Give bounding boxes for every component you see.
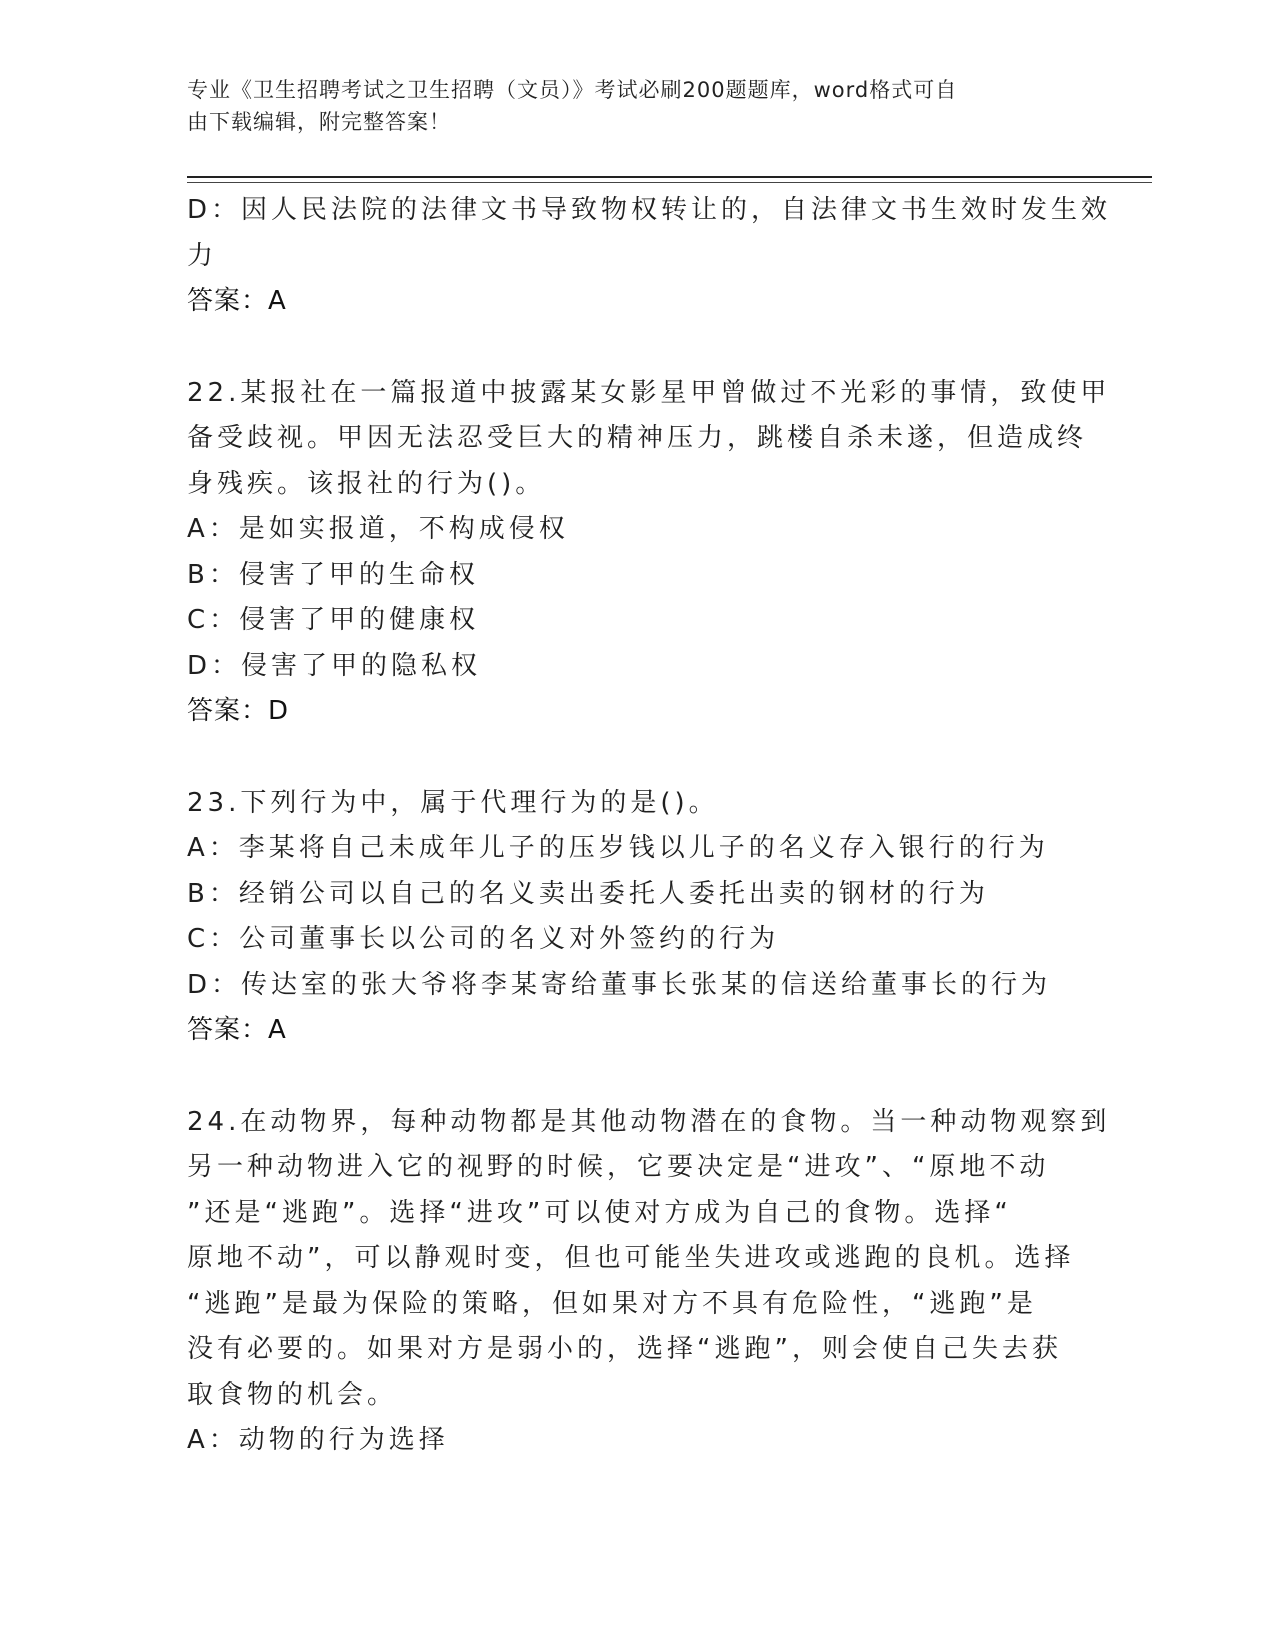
question-22-stem-line: 22.某报社在一篇报道中披露某女影星甲曾做过不光彩的事情，致使甲 [187, 377, 1111, 408]
question-23-option-c: C：公司董事长以公司的名义对外签约的行为 [187, 924, 780, 954]
header-divider-thin [187, 182, 1152, 183]
question-24-stem-line: 24.在动物界，每种动物都是其他动物潜在的食物。当一种动物观察到 [187, 1106, 1111, 1137]
answer-23: 答案：A [187, 1015, 287, 1045]
question-22 [187, 371, 1111, 735]
question-21-tail [187, 188, 1112, 325]
question-22-option-c: C：侵害了甲的健康权 [187, 605, 480, 635]
answer-22: 答案：D [187, 696, 290, 726]
option-d-line-1: D：因人民法院的法律文书导致物权转让的，自法律文书生效时发生效 [187, 195, 1112, 225]
question-24-stem-line: 没有必要的。如果对方是弱小的，选择“逃跑”，则会使自己失去获 [187, 1334, 1062, 1364]
question-23-option-d: D：传达室的张大爷将李某寄给董事长张某的信送给董事长的行为 [187, 969, 1052, 1000]
header-divider-thick [187, 176, 1152, 178]
spacer [187, 735, 1067, 781]
question-24-option-a: A：动物的行为选择 [187, 1425, 449, 1455]
question-23-option-a: A：李某将自己未成年儿子的压岁钱以儿子的名义存入银行的行为 [187, 833, 1049, 863]
spacer [187, 325, 1067, 371]
question-23 [187, 781, 1067, 1054]
question-22-stem-line: 身残疾。该报社的行为()。 [187, 468, 546, 499]
header-line-2: 由下载编辑，附完整答案！ [187, 110, 451, 134]
question-23-stem-line: 23.下列行为中，属于代理行为的是()。 [187, 787, 719, 818]
question-24 [187, 1100, 1111, 1464]
question-22-stem-line: 备受歧视。甲因无法忍受巨大的精神压力，跳楼自杀未遂，但造成终 [187, 423, 1088, 453]
answer-21: 答案：A [187, 286, 287, 316]
spacer [187, 1054, 1067, 1100]
header-line-1: 专业《卫生招聘考试之卫生招聘（文员）》考试必刷200题题库，word格式可自 [187, 78, 958, 102]
question-24-stem-line: 另一种动物进入它的视野的时候，它要决定是“进攻”、“原地不动 [187, 1152, 1050, 1182]
question-23-option-b: B：经销公司以自己的名义卖出委托人委托出卖的钢材的行为 [187, 878, 989, 909]
question-22-option-d: D：侵害了甲的隐私权 [187, 650, 482, 681]
question-24-stem-line: 取食物的机会。 [187, 1379, 398, 1410]
question-24-stem-line: ”还是“逃跑”。选择“进攻”可以使对方成为自己的食物。选择“ [187, 1197, 1012, 1228]
option-d-line-2: 力 [187, 240, 218, 271]
question-24-stem-line: 原地不动”，可以静观时变，但也可能坐失进攻或逃跑的良机。选择 [187, 1243, 1075, 1273]
document-body [187, 188, 1112, 1464]
document-header [187, 74, 1067, 138]
question-22-option-a: A：是如实报道，不构成侵权 [187, 514, 569, 544]
question-22-option-b: B：侵害了甲的生命权 [187, 559, 479, 590]
question-24-stem-line: “逃跑”是最为保险的策略，但如果对方不具有危险性，“逃跑”是 [187, 1288, 1037, 1319]
